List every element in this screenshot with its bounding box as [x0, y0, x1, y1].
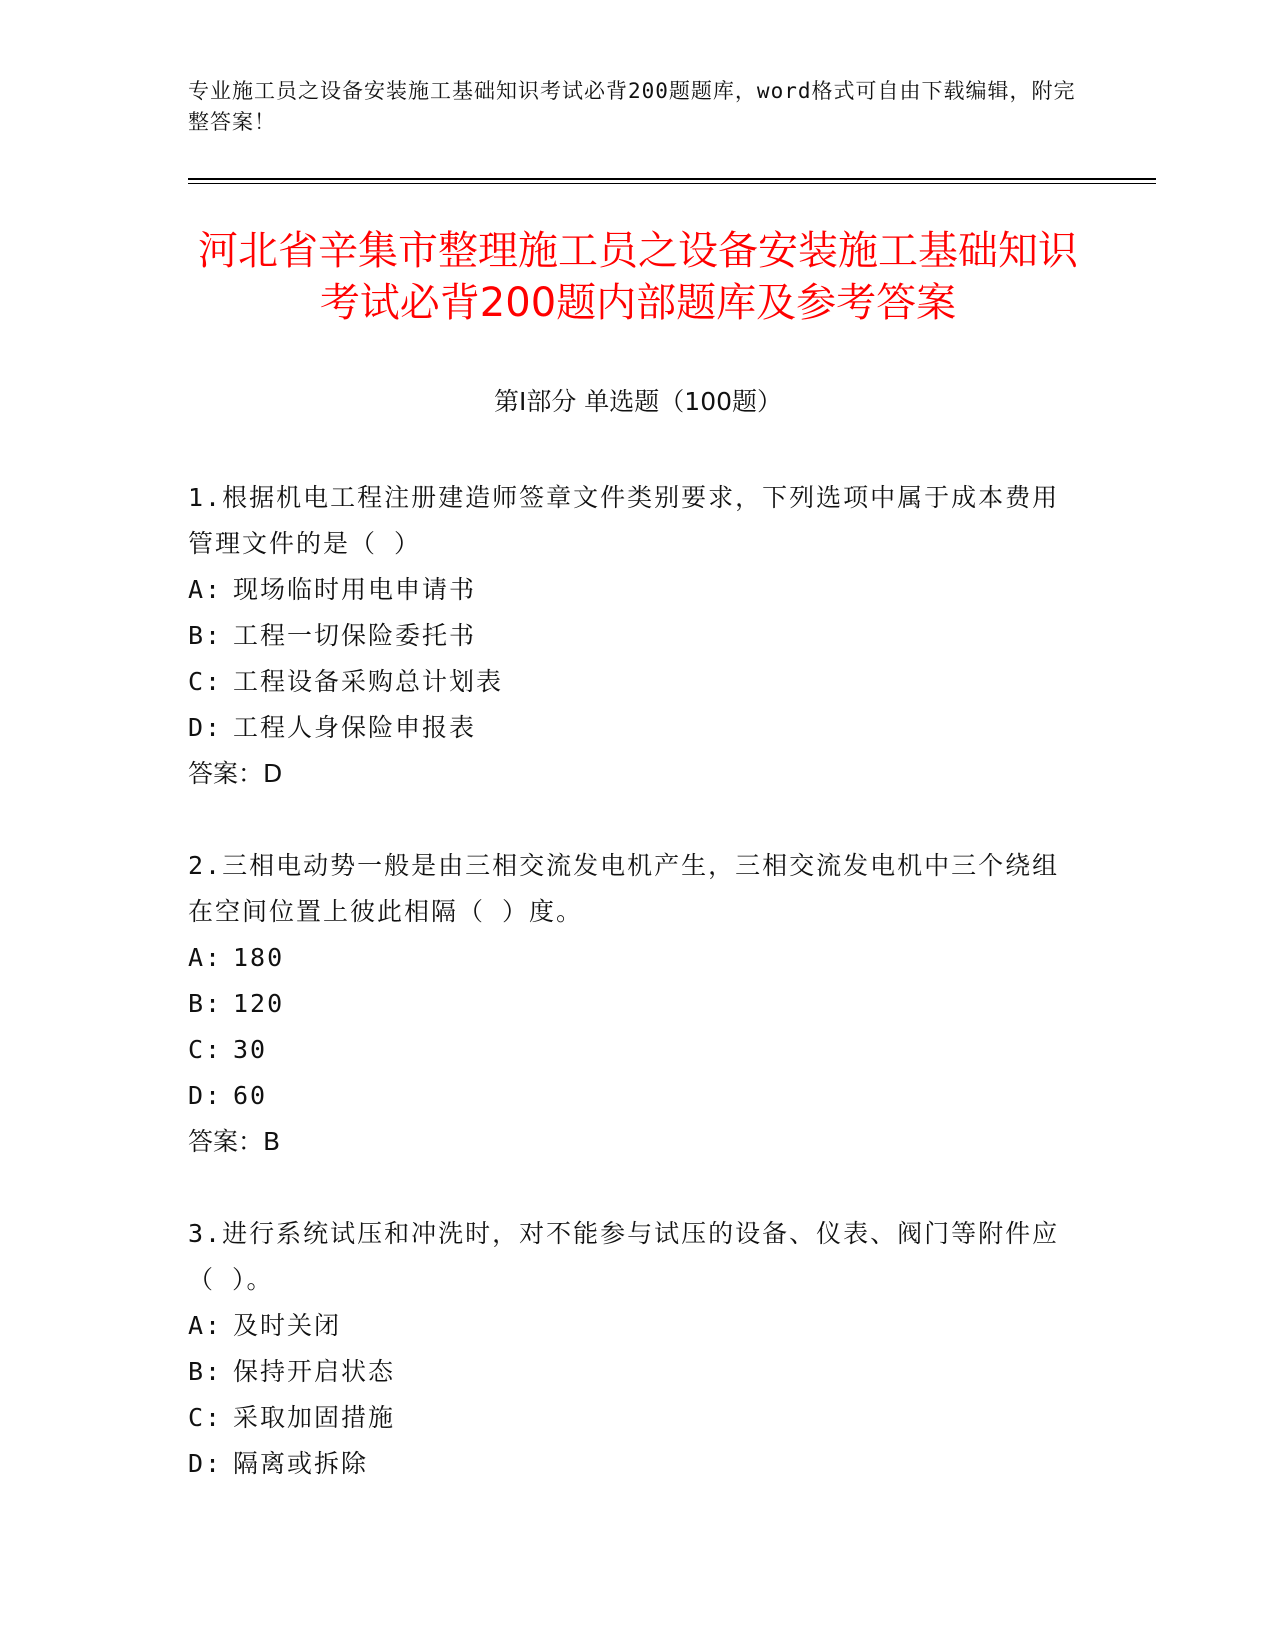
option-letter: D:: [188, 713, 223, 742]
option-text: 60: [233, 1081, 268, 1110]
question-stem: 2.三相电动势一般是由三相交流发电机产生，三相交流发电机中三个绕组在空间位置上彼此相隔（ ）度。: [188, 851, 1060, 926]
option-b: [188, 1349, 1078, 1395]
option-d: [188, 1441, 1078, 1487]
option-text: 采取加固措施: [233, 1403, 396, 1432]
option-letter: A:: [188, 1311, 223, 1340]
answer-line: 答案：D: [188, 759, 283, 788]
option-a: [188, 1303, 1078, 1349]
question-2: [188, 843, 1078, 1165]
document-title: 河北省辛集市整理施工员之设备安装施工基础知识考试必背200题内部题库及参考答案: [198, 228, 1078, 326]
option-text: 保持开启状态: [233, 1357, 396, 1386]
option-letter: C:: [188, 667, 223, 696]
option-text: 工程设备采购总计划表: [233, 667, 504, 696]
option-text: 120: [233, 989, 285, 1018]
question-1: [188, 475, 1078, 797]
option-text: 180: [233, 943, 285, 972]
question-3: [188, 1211, 1078, 1487]
option-letter: B:: [188, 989, 223, 1018]
option-a: [188, 567, 1078, 613]
question-stem: 1.根据机电工程注册建造师签章文件类别要求，下列选项中属于成本费用管理文件的是（ ）: [188, 483, 1060, 558]
option-b: [188, 981, 1078, 1027]
option-letter: C:: [188, 1035, 223, 1064]
question-stem: 3.进行系统试压和冲洗时，对不能参与试压的设备、仪表、阀门等附件应（ ）。: [188, 1219, 1060, 1294]
option-c: [188, 1027, 1078, 1073]
answer-line: 答案：B: [188, 1127, 281, 1156]
option-text: 30: [233, 1035, 268, 1064]
option-a: [188, 935, 1078, 981]
option-d: [188, 1073, 1078, 1119]
option-text: 隔离或拆除: [233, 1449, 369, 1478]
option-text: 工程一切保险委托书: [233, 621, 477, 650]
option-letter: A:: [188, 575, 223, 604]
option-text: 现场临时用电申请书: [233, 575, 477, 604]
option-text: 工程人身保险申报表: [233, 713, 477, 742]
option-letter: C:: [188, 1403, 223, 1432]
question-list: [188, 475, 1078, 1533]
option-text: 及时关闭: [233, 1311, 342, 1340]
option-c: [188, 659, 1078, 705]
header-divider-thin: [188, 183, 1156, 184]
header-divider-thick: [188, 178, 1156, 180]
option-d: [188, 705, 1078, 751]
option-b: [188, 613, 1078, 659]
option-letter: A:: [188, 943, 223, 972]
option-letter: D:: [188, 1081, 223, 1110]
option-letter: B:: [188, 1357, 223, 1386]
option-letter: D:: [188, 1449, 223, 1478]
option-letter: B:: [188, 621, 223, 650]
option-c: [188, 1395, 1078, 1441]
section-title: 第Ⅰ部分 单选题（100题）: [493, 387, 783, 416]
header-note: 专业施工员之设备安装施工基础知识考试必背200题题库，word格式可自由下载编辑，附完整答案！: [188, 79, 1076, 134]
